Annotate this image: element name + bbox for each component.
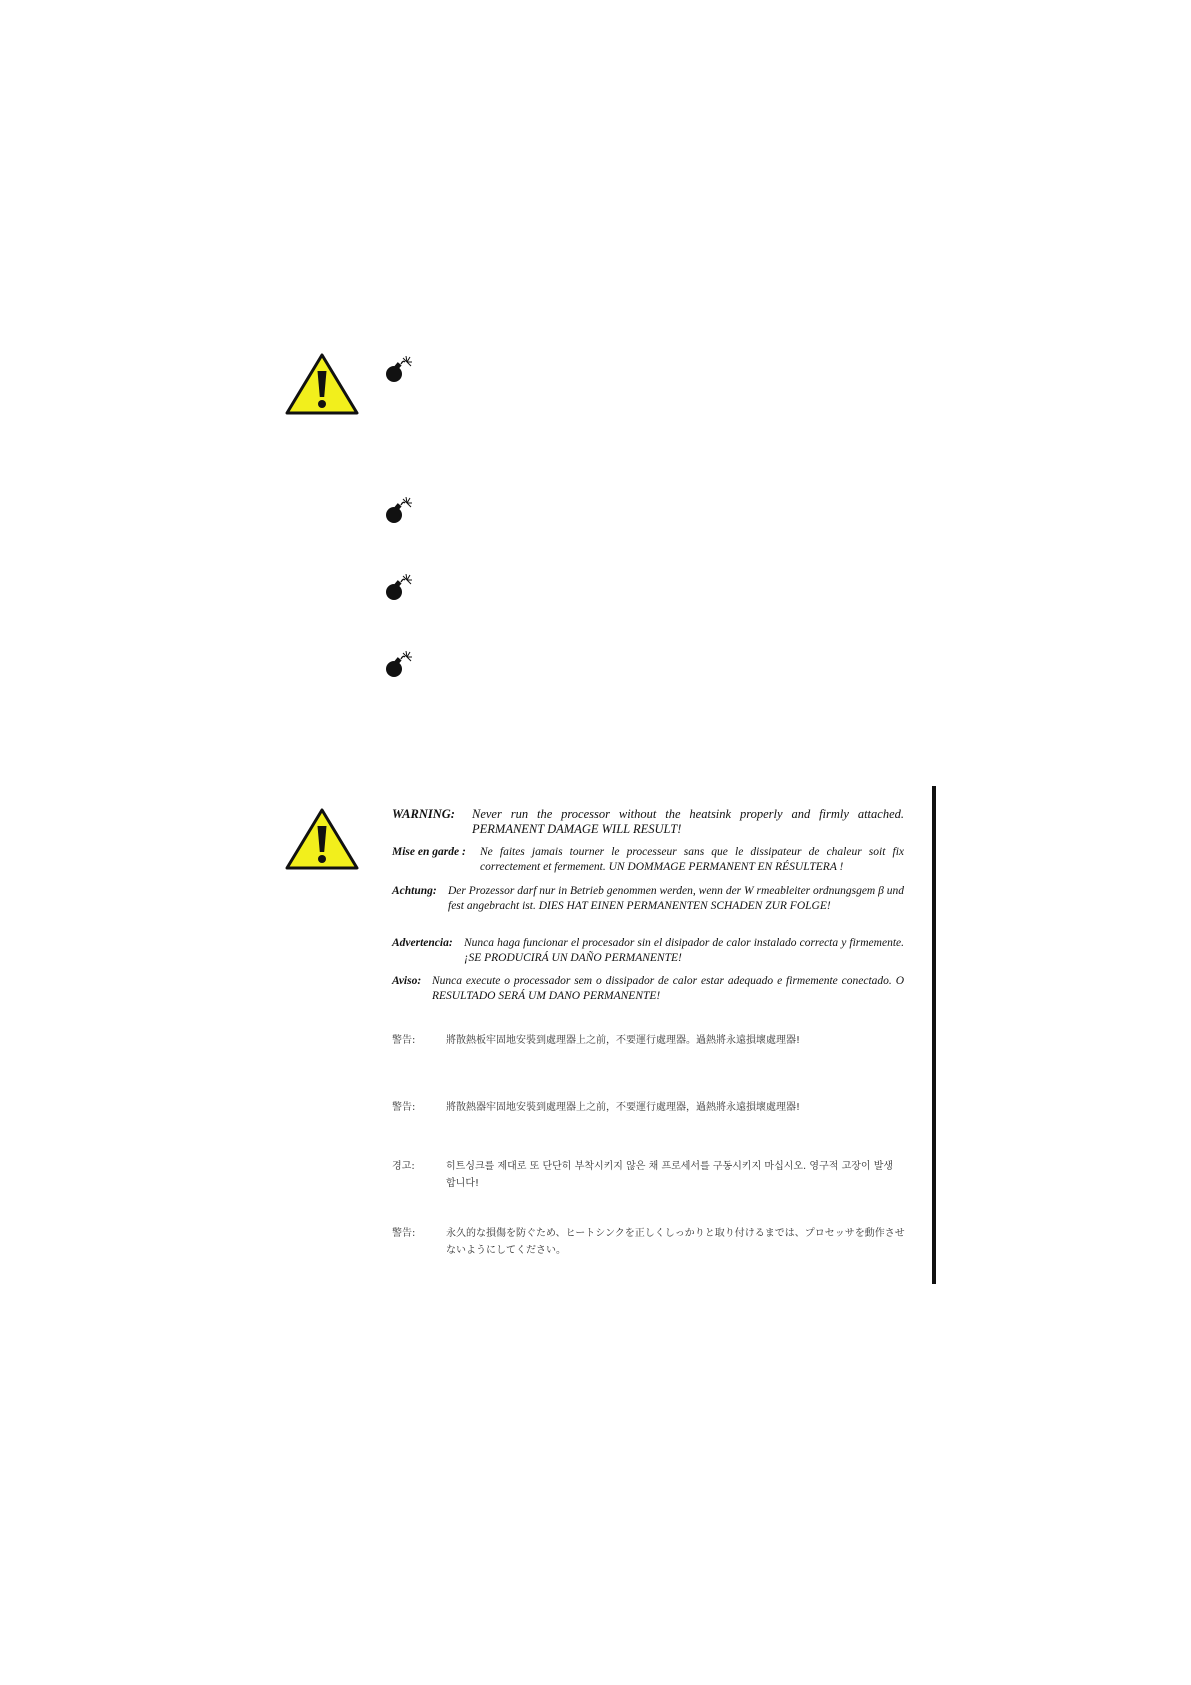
warning-text: Nunca execute o processador sem o dissipador de calor estar adequado e firmemente conectado. O RESULTADO SERÁ UM DANO PERMANENTE! [432,975,904,1002]
warning-triangle-icon [284,807,360,876]
warning-label: Advertencia: [392,937,453,949]
bomb-bullet-icon [383,497,413,530]
warning-label: Achtung: [392,885,437,897]
warning-row-german [392,884,904,932]
warning-label: 경고: [392,1161,415,1172]
warning-label: Aviso: [392,975,422,987]
warning-triangle-icon [284,352,360,421]
warning-text: Ne faites jamais tourner le processeur sans que le dissipateur de chaleur soit fix correctement et fermement. UN DOMMAGE PERMANENT EN RÉSULTERA ! [480,846,904,873]
warning-label: Mise en garde : [392,846,466,858]
warning-row-english [392,807,904,841]
warning-row-portuguese [392,974,904,1008]
warning-row-french [392,845,904,879]
warning-text: 永久的な損傷を防ぐため、ヒートシンクを正しくしっかりと取り付けるまでは、プロセッサを動作させないようにしてください。 [446,1228,905,1256]
warning-row-chinese [392,1099,904,1119]
warning-text: Nunca haga funcionar el procesador sin el disipador de calor instalado correcta y firmemente. ¡SE PRODUCIRÁ UN DAÑO PERMANENTE! [464,937,904,964]
warning-row-traditional-chinese [392,1032,904,1052]
warning-text: Der Prozessor darf nur in Betrieb genommen werden, wenn der W rmeableiter ordnungsgem β und fest angebracht ist. DIES HAT EINEN PERMANENTEN SCHADEN ZUR FOLGE! [448,885,904,912]
warning-label: 警告: [392,1035,416,1046]
bomb-bullet-icon [383,356,413,389]
warning-row-japanese [392,1225,904,1261]
warning-text: Never run the processor without the heatsink properly and firmly attached. PERMANENT DAMAGE WILL RESULT! [472,807,904,836]
warning-label: 警告: [392,1102,416,1113]
bomb-bullet-icon [383,574,413,607]
warning-label: 警告: [392,1228,416,1239]
warning-text: 將散熱板牢固地安裝到處理器上之前，不要運行處理器。過熱將永遠損壞處理器! [446,1035,801,1046]
bomb-bullet-icon [383,651,413,684]
warning-row-spanish [392,936,904,970]
warning-label: WARNING: [392,807,455,821]
warning-row-korean [392,1158,904,1194]
warning-text: 將散熱器牢固地安裝到處理器上之前，不要運行處理器，過熱將永遠損壞處理器! [446,1102,801,1113]
panel-vertical-rule [932,786,936,1284]
warning-text: 히트싱크를 제대로 또 단단히 부착시키지 않은 채 프로세서를 구동시키지 마십시오. 영구적 고장이 발생합니다! [446,1161,894,1189]
